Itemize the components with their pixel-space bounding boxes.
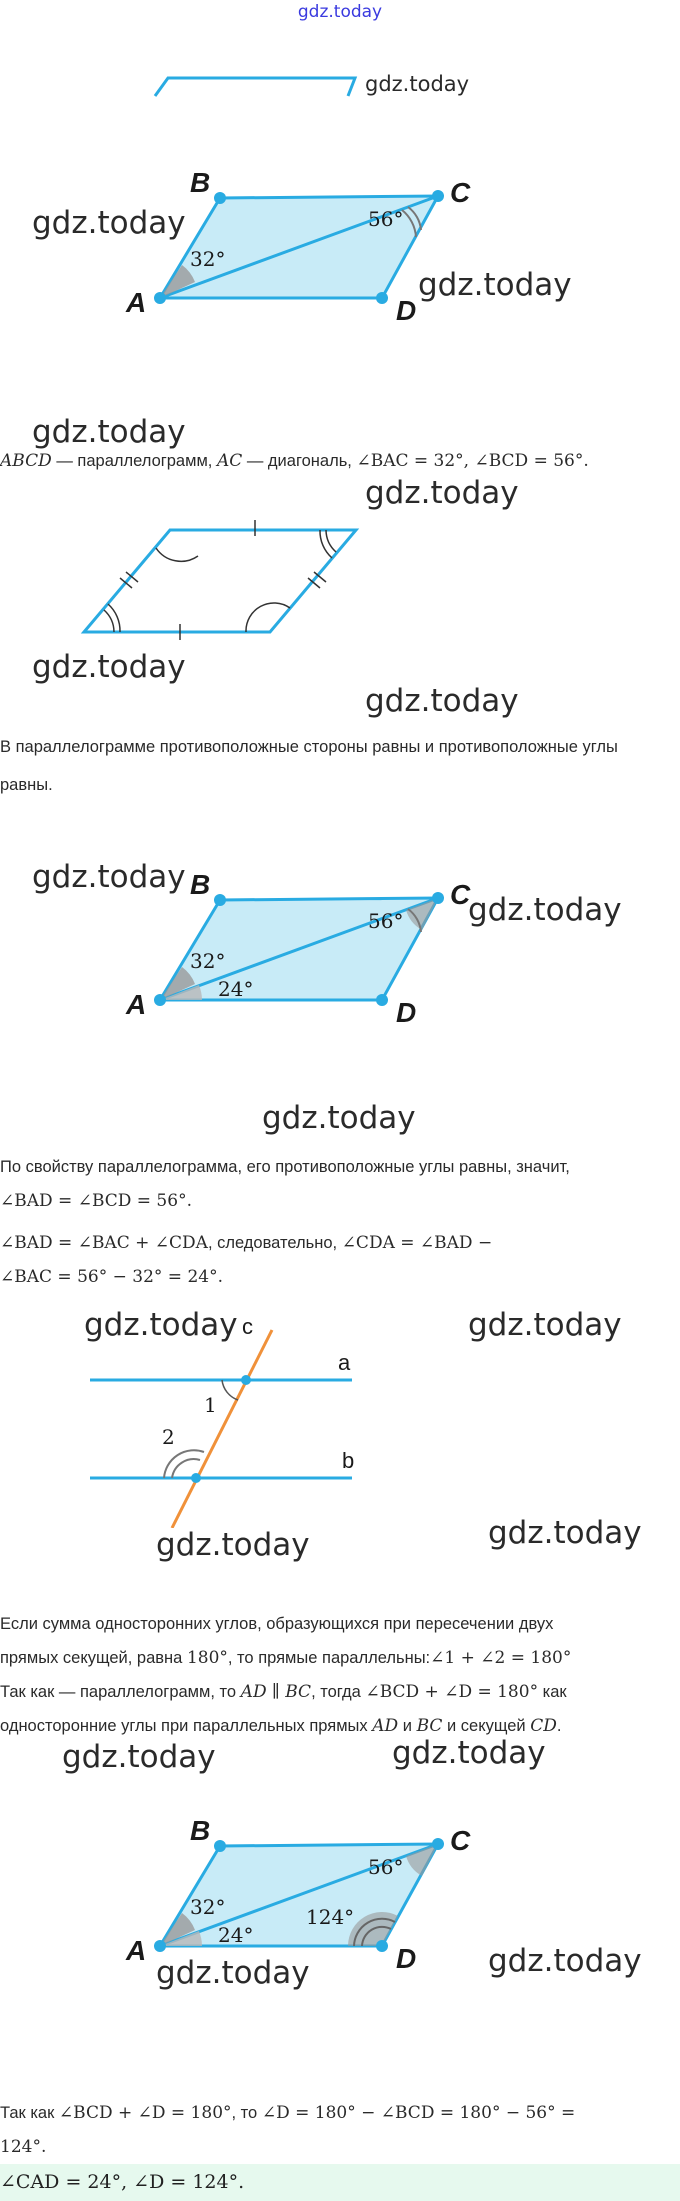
watermark: gdz.today <box>84 1307 238 1343</box>
vertex-point <box>154 1940 166 1952</box>
watermark: gdz.today <box>62 1739 216 1775</box>
parallel-lines-figure <box>80 1318 380 1528</box>
vertex-point <box>214 1840 226 1852</box>
vertex-label: D <box>396 295 417 326</box>
opposite-angles-text: По свойству параллелограмма, его противоположные углы равны, значит, ∠BAD = ∠BCD = 56°. <box>0 1158 570 1211</box>
watermark: gdz.today <box>32 414 186 450</box>
vertex-label: A <box>126 1935 147 1966</box>
watermark: gdz.today <box>418 267 572 303</box>
angle-label: 32° <box>190 247 226 271</box>
parallel-lines-text: Если сумма односторонних углов, образующихся при пересечении двух прямых секущей, равна 180°, то прямые параллельны:∠1 + ∠2 = 180° Так как — параллелограмм, то AD ∥ BC, тогда ∠BCD + ∠D = 180° как односторонние углы при параллельных прямых AD и BC и секущей CD. <box>0 1615 572 1736</box>
vertex-point <box>376 994 388 1006</box>
angle-1-arc <box>222 1380 238 1400</box>
watermark: gdz.today <box>488 1515 642 1551</box>
given-text: ABCD — параллелограмм, AC — диагональ, ∠BAC = 32°, ∠BCD = 56°. <box>0 451 589 471</box>
parallelogram-outline <box>84 530 356 632</box>
vertex-point <box>154 994 166 1006</box>
angle-label: 2 <box>162 1425 175 1449</box>
header-link[interactable]: gdz.today <box>297 2 383 22</box>
decor-line <box>155 78 355 96</box>
vertex-label: A <box>126 989 147 1020</box>
vertex-label: C <box>450 177 471 208</box>
parallelogram-figure-5 <box>110 1818 490 1978</box>
intersection-point <box>241 1375 251 1385</box>
watermark: gdz.today <box>365 475 519 511</box>
watermark: gdz.today <box>365 683 519 719</box>
vertex-label: A <box>126 287 147 318</box>
vertex-point <box>214 192 226 204</box>
parallelogram-figure-2 <box>70 520 370 640</box>
vertex-point <box>376 292 388 304</box>
vertex-label: B <box>190 1818 211 1846</box>
vertex-label: B <box>190 170 211 198</box>
watermark: gdz.today <box>156 1527 310 1563</box>
line-label: c <box>242 1318 253 1339</box>
answer-text: ∠CAD = 24°, ∠D = 124°. <box>0 2171 245 2193</box>
angle-arc <box>104 610 114 632</box>
angle-arc <box>156 548 198 561</box>
watermark: gdz.today <box>32 859 186 895</box>
cda-calculation-text: ∠BAD = ∠BAC + ∠CDA, следовательно, ∠CDA = ∠BAD − ∠BAC = 56° − 32° = 24°. <box>0 1233 493 1287</box>
watermark: gdz.today <box>365 72 470 96</box>
parallelogram-figure-1 <box>110 170 490 330</box>
angle-label: 32° <box>190 1895 226 1919</box>
vertex-label: B <box>190 872 211 900</box>
watermark: gdz.today <box>468 892 622 928</box>
parallelogram-figure-3 <box>110 872 490 1032</box>
vertex-label: D <box>396 997 417 1028</box>
angle-label: 56° <box>368 909 404 933</box>
intersection-point <box>191 1473 201 1483</box>
vertex-point <box>376 1940 388 1952</box>
watermark: gdz.today <box>32 205 186 241</box>
watermark: gdz.today <box>32 649 186 685</box>
line-label: b <box>342 1448 355 1473</box>
angle-label: 24° <box>218 1923 254 1947</box>
line-label: a <box>338 1350 351 1375</box>
decor-figure <box>140 66 380 106</box>
angle-d-calculation-text: Так как ∠BCD + ∠D = 180°, то ∠D = 180° − ∠BCD = 180° − 56° = 124°. <box>0 2103 576 2157</box>
vertex-point <box>432 1838 444 1850</box>
vertex-point <box>214 894 226 906</box>
watermark: gdz.today <box>392 1735 546 1771</box>
watermark: gdz.today <box>488 1943 642 1979</box>
angle-label: 24° <box>218 977 254 1001</box>
angle-label: 56° <box>368 207 404 231</box>
answer-box <box>0 2164 680 2201</box>
vertex-label: C <box>450 879 471 910</box>
angle-arc <box>326 530 336 552</box>
angle-label: 32° <box>190 949 226 973</box>
vertex-point <box>432 892 444 904</box>
property-text: В параллелограмме противоположные стороны равны и противоположные углы равны. <box>0 738 618 794</box>
vertex-point <box>432 190 444 202</box>
vertex-point <box>154 292 166 304</box>
watermark: gdz.today <box>262 1100 416 1136</box>
angle-label: 56° <box>368 1855 404 1879</box>
vertex-label: D <box>396 1943 417 1974</box>
angle-label: 1 <box>204 1393 217 1417</box>
transversal-c <box>172 1330 272 1528</box>
angle-label: 124° <box>306 1905 355 1929</box>
watermark: gdz.today <box>156 1955 310 1991</box>
watermark: gdz.today <box>468 1307 622 1343</box>
vertex-label: C <box>450 1825 471 1856</box>
